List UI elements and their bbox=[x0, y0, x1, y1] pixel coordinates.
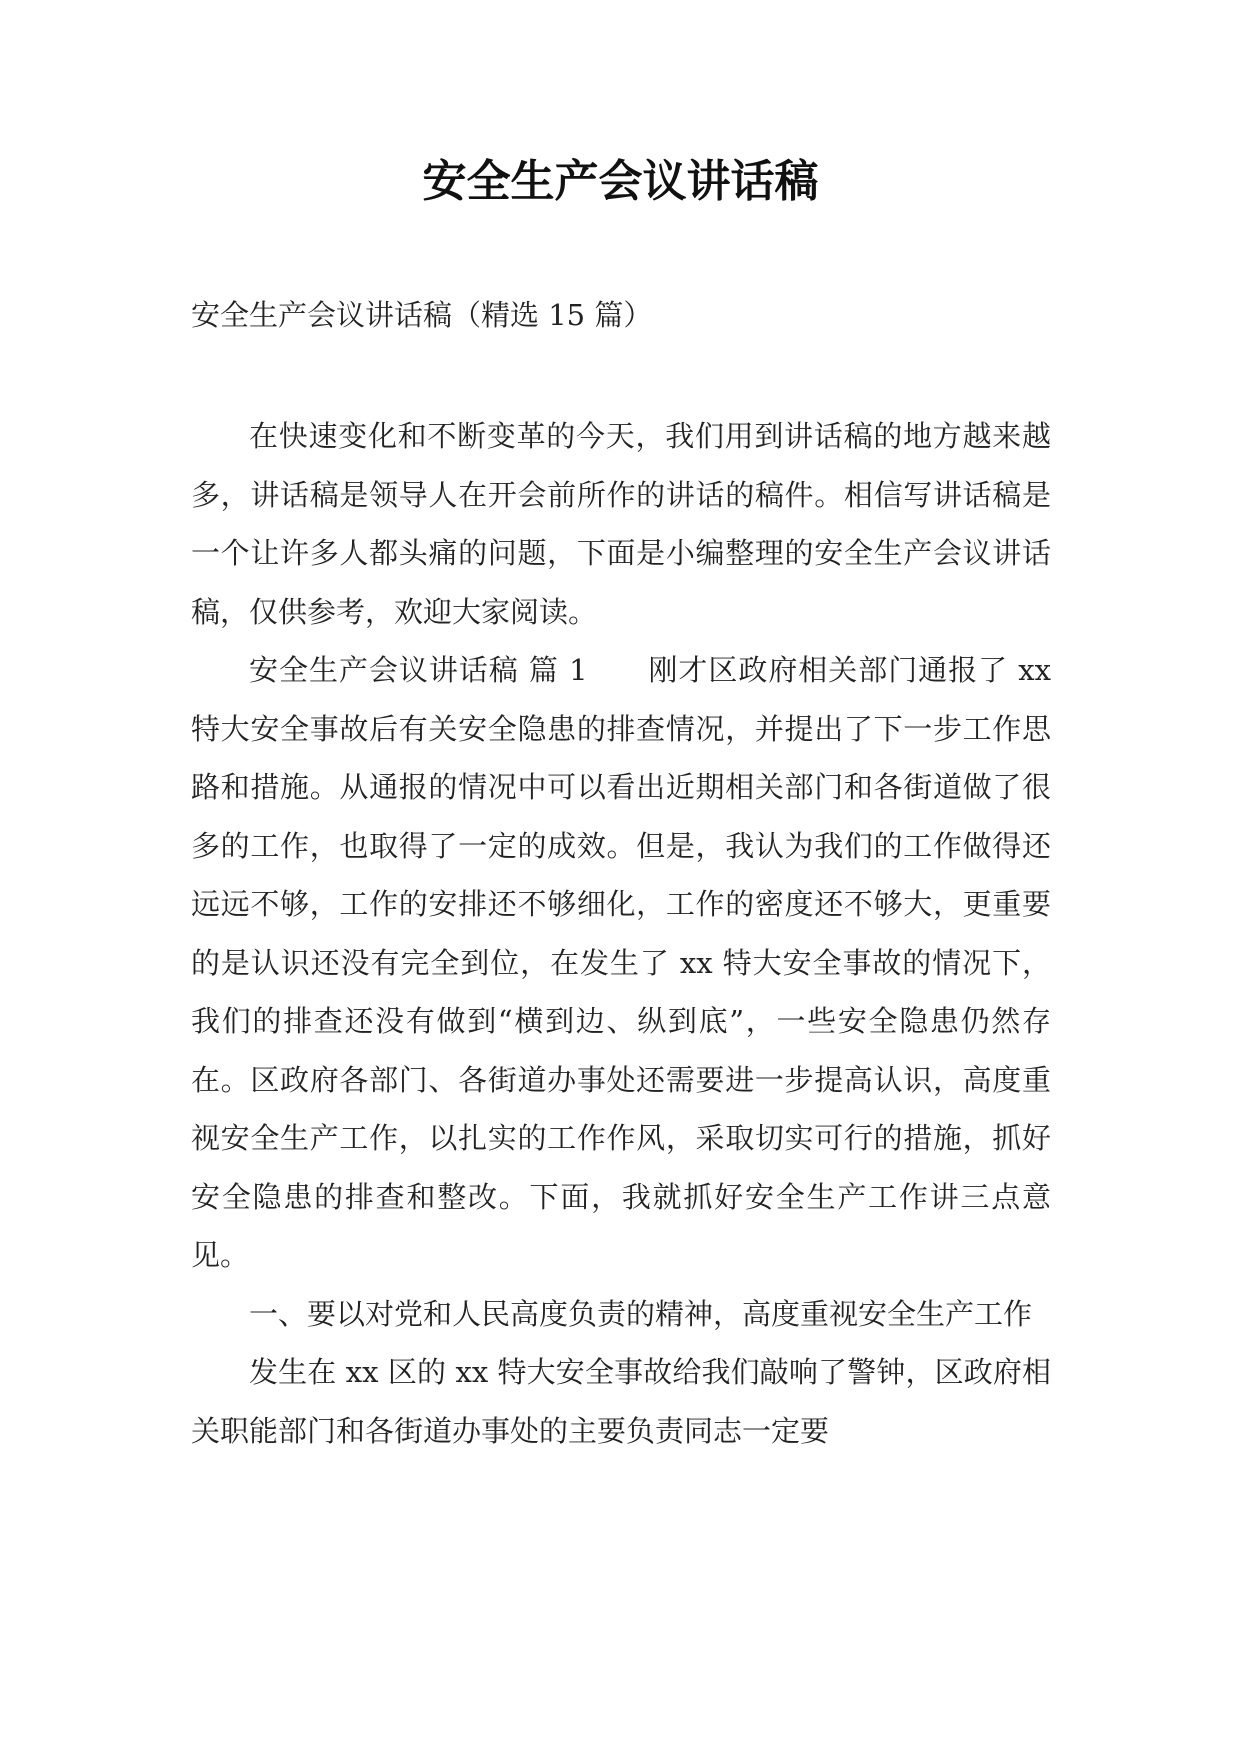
body-paragraph-section-1: 发生在 xx 区的 xx 特大安全事故给我们敲响了警钟，区政府相关职能部门和各街道办事处的主要负责同志一定要 bbox=[191, 1355, 1051, 1448]
body-paragraph-intro: 在快速变化和不断变革的今天，我们用到讲话稿的地方越来越多，讲话稿是领导人在开会前所作的讲话的稿件。相信写讲话稿是一个让许多人都头痛的问题，下面是小编整理的安全生产会议讲话稿，仅供参考，欢迎大家阅读。 bbox=[191, 419, 1051, 629]
document-title: 安全生产会议讲话稿 bbox=[422, 156, 819, 207]
document-body bbox=[191, 407, 1051, 1460]
document-subtitle: 安全生产会议讲话稿（精选 15 篇） bbox=[191, 298, 653, 332]
section-heading-1: 一、要以对党和人民高度负责的精神，高度重视安全生产工作 bbox=[249, 1296, 1033, 1331]
body-paragraph-speech-1: 安全生产会议讲话稿 篇 1 刚才区政府相关部门通报了 xx 特大安全事故后有关安全隐患的排查情况，并提出了下一步工作思路和措施。从通报的情况中可以看出近期相关部门和各街道做了很多的工作，也取得了一定的成效。但是，我认为我们的工作做得还远远不够，工作的安排还不够细化，工作的密度还不够大，更重要的是认识还没有完全到位，在发生了 xx 特大安全事故的情况下，我们的排查还没有做到“横到边、纵到底”，一些安全隐患仍然存在。区政府各部门、各街道办事处还需要进一步提高认识，高度重视安全生产工作，以扎实的工作作风，采取切实可行的措施，抓好安全隐患的排查和整改。下面，我就抓好安全生产工作讲三点意见。 bbox=[191, 653, 1051, 1272]
